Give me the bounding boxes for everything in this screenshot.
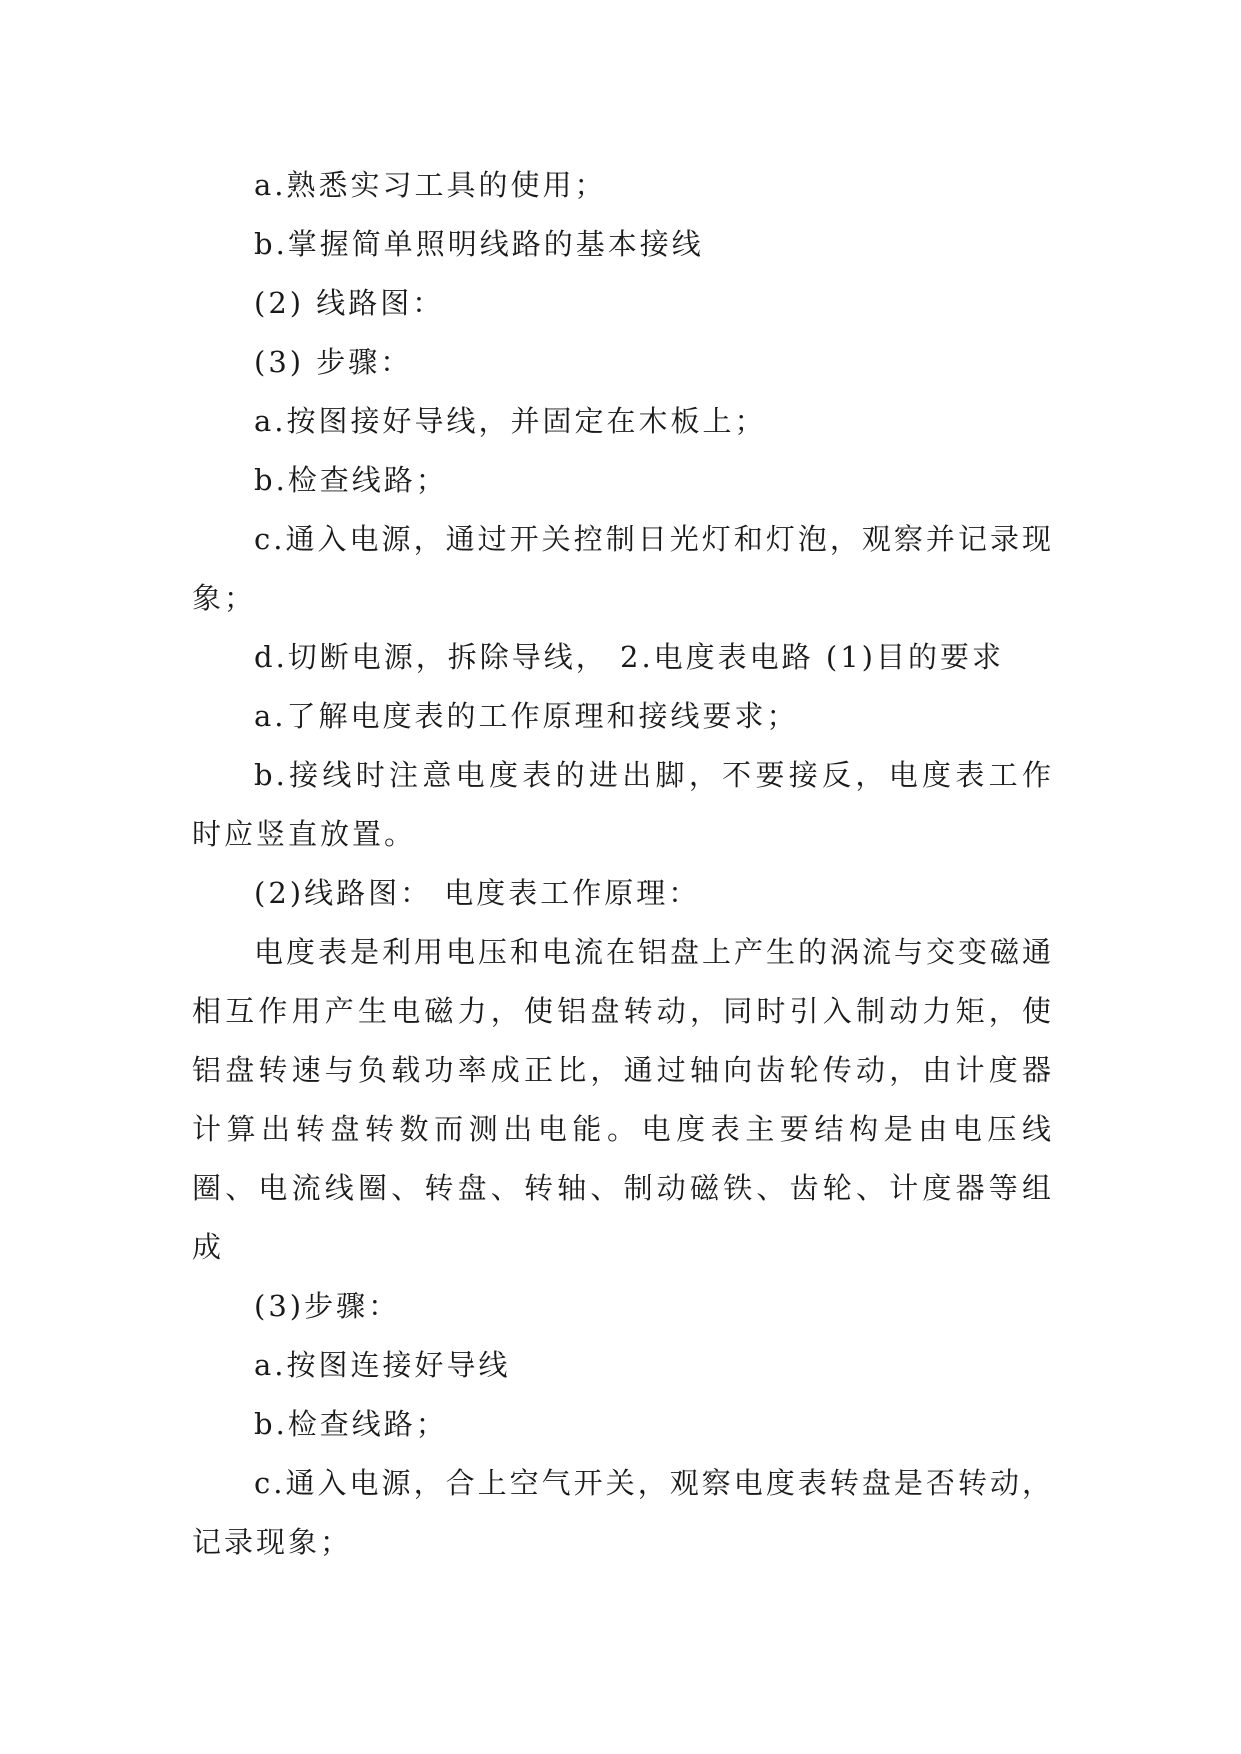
paragraph-meter-goal-a: a.了解电度表的工作原理和接线要求； (254, 699, 799, 733)
paragraph-step-b: b.检查线路； (254, 463, 448, 497)
paragraph-meter-step-a: a.按图连接好导线 (254, 1348, 511, 1382)
paragraph-goal-a: a.熟悉实习工具的使用； (254, 168, 607, 202)
paragraph-steps-heading: (3) 步骤： (254, 345, 413, 379)
paragraph-meter-step-c: c.通入电源，合上空气开关，观察电度表转盘是否转动，记录现象； (192, 1466, 1054, 1559)
paragraph-goal-b: b.掌握简单照明线路的基本接线 (254, 227, 704, 261)
document-body (192, 156, 1054, 1572)
paragraph-step-c: c.通入电源，通过开关控制日光灯和灯泡，观察并记录现象； (192, 522, 1054, 615)
paragraph-step-a: a.按图接好导线，并固定在木板上； (254, 404, 767, 438)
paragraph-meter-step-b: b.检查线路； (254, 1407, 448, 1441)
paragraph-circuit-diagram-heading: (2) 线路图： (254, 286, 445, 320)
paragraph-meter-steps-heading: (3)步骤： (254, 1289, 401, 1323)
paragraph-meter-diagram-heading: (2)线路图： 电度表工作原理： (254, 876, 701, 910)
paragraph-meter-goal-b: b.接线时注意电度表的进出脚，不要接反，电度表工作时应竖直放置。 (192, 758, 1054, 851)
paragraph-meter-principle: 电度表是利用电压和电流在铝盘上产生的涡流与交变磁通相互作用产生电磁力，使铝盘转动，同时引入制动力矩，使铝盘转速与负载功率成正比，通过轴向齿轮传动，由计度器计算出转盘转数而测出电能。电度表主要结构是由电压线圈、电流线圈、转盘、转轴、制动磁铁、齿轮、计度器等组成 (192, 935, 1055, 1264)
paragraph-step-d: d.切断电源，拆除导线， 2.电度表电路 (1)目的要求 (254, 640, 1004, 674)
